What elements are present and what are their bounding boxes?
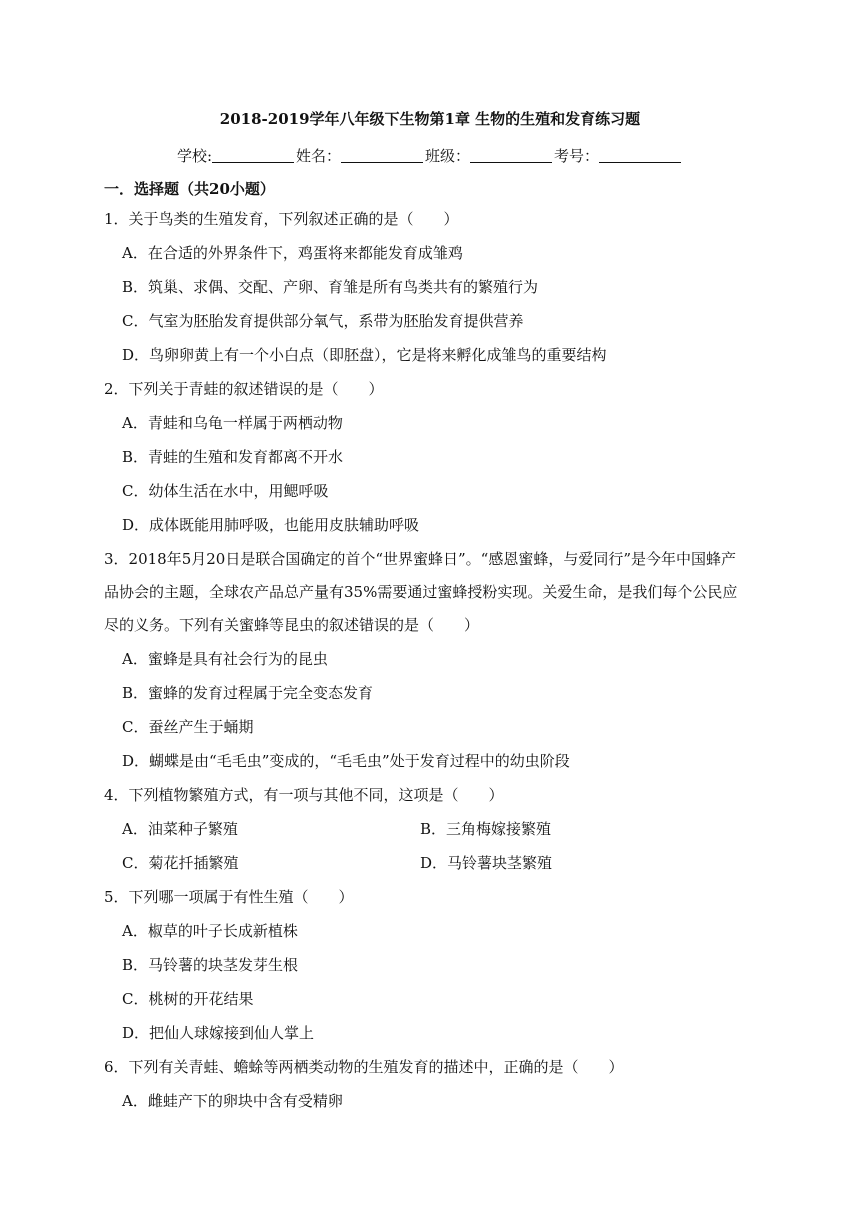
question-5-option-c: C．桃树的开花结果 bbox=[122, 990, 254, 1008]
question-4-stem: 4．下列植物繁殖方式，有一项与其他不同，这项是（ ） bbox=[104, 786, 504, 804]
question-2-option-c: C．幼体生活在水中，用鳃呼吸 bbox=[122, 482, 329, 500]
exam-no-label: 考号： bbox=[554, 147, 600, 165]
question-5-stem: 5．下列哪一项属于有性生殖（ ） bbox=[104, 888, 354, 906]
question-5-option-b: B．马铃薯的块茎发芽生根 bbox=[122, 956, 299, 974]
question-1-option-a: A．在合适的外界条件下，鸡蛋将来都能发育成雏鸡 bbox=[122, 244, 463, 262]
question-3-option-c: C．蚕丝产生于蛹期 bbox=[122, 718, 254, 736]
question-3-option-d: D．蝴蝶是由“毛毛虫”变成的，“毛毛虫”处于发育过程中的幼虫阶段 bbox=[122, 752, 570, 770]
question-5-option-a: A．椒草的叶子长成新植株 bbox=[122, 922, 298, 940]
school-blank[interactable] bbox=[212, 148, 294, 163]
document-title: 2018-2019学年八年级下生物第1章 生物的生殖和发育练习题 bbox=[219, 110, 641, 128]
question-3-stem-line-2: 品协会的主题，全球农产品总产量有35%需要通过蜜蜂授粉实现。关爱生命，是我们每个公民应 bbox=[104, 583, 738, 601]
name-label: 姓名： bbox=[296, 147, 342, 165]
question-4-option-a: A．油菜种子繁殖 bbox=[122, 820, 238, 838]
question-3-stem-line-3: 尽的义务。下列有关蜜蜂等昆虫的叙述错误的是（ ） bbox=[104, 616, 480, 634]
question-1-option-c: C．气室为胚胎发育提供部分氧气，系带为胚胎发育提供营养 bbox=[122, 312, 524, 330]
name-blank[interactable] bbox=[341, 148, 423, 163]
student-info-line bbox=[0, 145, 860, 166]
question-1-option-b: B．筑巢、求偶、交配、产卵、育雏是所有鸟类共有的繁殖行为 bbox=[122, 278, 539, 296]
question-6-option-a: A．雌蛙产下的卵块中含有受精卵 bbox=[122, 1092, 343, 1110]
question-2-option-a: A．青蛙和乌龟一样属于两栖动物 bbox=[122, 414, 343, 432]
question-4-option-c: C．菊花扦插繁殖 bbox=[122, 854, 239, 872]
question-3-option-a: A．蜜蜂是具有社会行为的昆虫 bbox=[122, 650, 328, 668]
class-blank[interactable] bbox=[470, 148, 552, 163]
question-5-option-d: D．把仙人球嫁接到仙人掌上 bbox=[122, 1024, 315, 1042]
question-4-option-b: B．三角梅嫁接繁殖 bbox=[420, 820, 552, 838]
school-label: 学校: bbox=[176, 147, 212, 165]
question-2-stem: 2．下列关于青蛙的叙述错误的是（ ） bbox=[104, 380, 384, 398]
question-1-stem: 1．关于鸟类的生殖发育，下列叙述正确的是（ ） bbox=[104, 210, 459, 228]
exam-no-blank[interactable] bbox=[599, 148, 681, 163]
class-label: 班级： bbox=[425, 147, 471, 165]
question-3-stem-line-1: 3．2018年5月20日是联合国确定的首个“世界蜜蜂日”。“感恩蜜蜂，与爱同行”是今年中国蜂产 bbox=[104, 550, 737, 568]
question-2-option-d: D．成体既能用肺呼吸，也能用皮肤辅助呼吸 bbox=[122, 516, 420, 534]
question-2-option-b: B．青蛙的生殖和发育都离不开水 bbox=[122, 448, 344, 466]
question-6-stem: 6．下列有关青蛙、蟾蜍等两栖类动物的生殖发育的描述中，正确的是（ ） bbox=[104, 1058, 624, 1076]
question-3-option-b: B．蜜蜂的发育过程属于完全变态发育 bbox=[122, 684, 374, 702]
question-1-option-d: D．鸟卵卵黄上有一个小白点（即胚盘），它是将来孵化成雏鸟的重要结构 bbox=[122, 346, 607, 364]
question-4-option-d: D．马铃薯块茎繁殖 bbox=[420, 854, 553, 872]
section-heading: 一．选择题（共20小题） bbox=[104, 180, 275, 198]
